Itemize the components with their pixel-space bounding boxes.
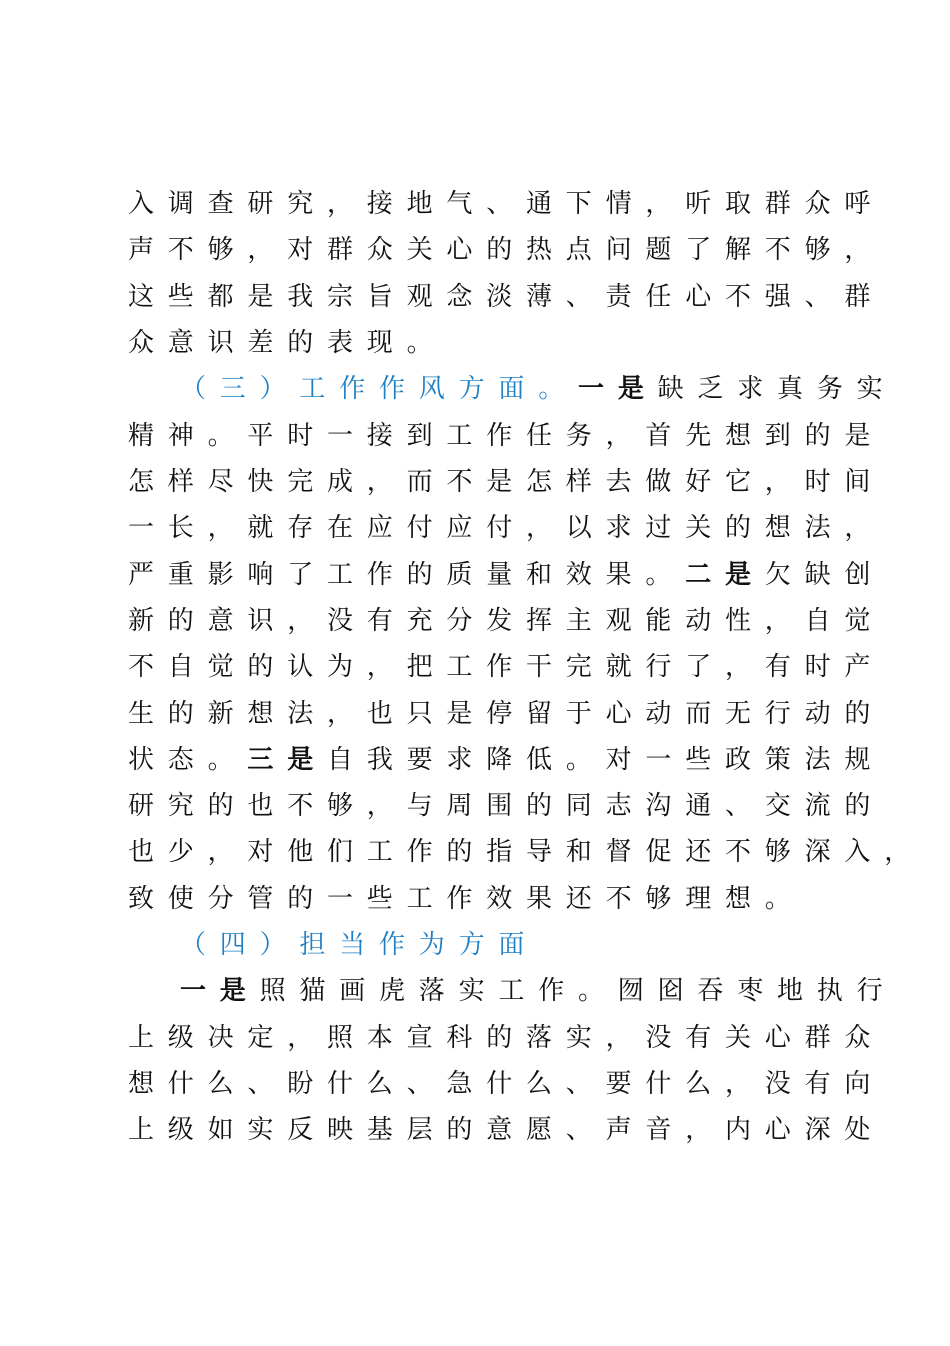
paragraph-line: 怎样尽快完成，而不是怎样去做好它，时间 [128,467,885,497]
paragraph-line: 一长，就存在应付应付，以求过关的想法， [128,513,885,543]
paragraph-line: 这些都是我宗旨观念淡薄、责任心不强、群 [128,282,885,312]
paragraph-line: 生的新想法，也只是停留于心动而无行动的 [128,699,885,729]
lead-phrase-two: 二是 [685,560,765,590]
lead-phrase-four: 一是 [180,976,260,1006]
paragraph-line: 致使分管的一些工作效果还不够理想。 [128,884,805,914]
section-three-text: 缺乏求真务实 [657,374,897,404]
paragraph-line: 想什么、盼什么、急什么、要什么，没有向 [128,1069,885,1099]
paragraph-line: 新的意识，没有充分发挥主观能动性，自觉 [128,606,885,636]
paragraph-line: 上级如实反映基层的意愿、声音，内心深处 [128,1115,885,1145]
line-text: 自我要求降低。对一些政策法规 [327,745,885,775]
paragraph-line: 研究的也不够，与周围的同志沟通、交流的 [128,791,885,821]
paragraph-line-with-lead [128,555,884,595]
paragraph-line: 上级决定，照本宣科的落实，没有关心群众 [128,1023,885,1053]
paragraph-line-with-lead [128,740,884,780]
paragraph-line: 不自觉的认为，把工作干完就行了，有时产 [128,652,885,682]
line-text: 严重影响了工作的质量和效果。 [128,560,686,590]
paragraph-line: 声不够，对群众关心的热点问题了解不够， [128,235,885,265]
section-four-line [180,925,538,965]
line-text: 照猫画虎落实工作。囫囵吞枣地执行 [259,976,897,1006]
paragraph-line: 众意识差的表现。 [128,328,447,358]
line-text: 状态。 [128,745,248,775]
lead-phrase-one: 一是 [578,374,658,404]
paragraph-line: 入调查研究，接地气、通下情，听取群众呼 [128,189,885,219]
section-three-line [180,369,896,409]
section-three-heading: （三）工作作风方面。 [180,374,579,404]
paragraph-line-with-lead [180,971,896,1011]
paragraph-line: 也少，对他们工作的指导和督促还不够深入， [128,837,925,867]
section-four-heading: （四）担当作为方面 [180,930,539,960]
paragraph-line: 精神。平时一接到工作任务，首先想到的是 [128,421,885,451]
line-text: 欠缺创 [764,560,885,590]
lead-phrase-three: 三是 [247,745,328,775]
